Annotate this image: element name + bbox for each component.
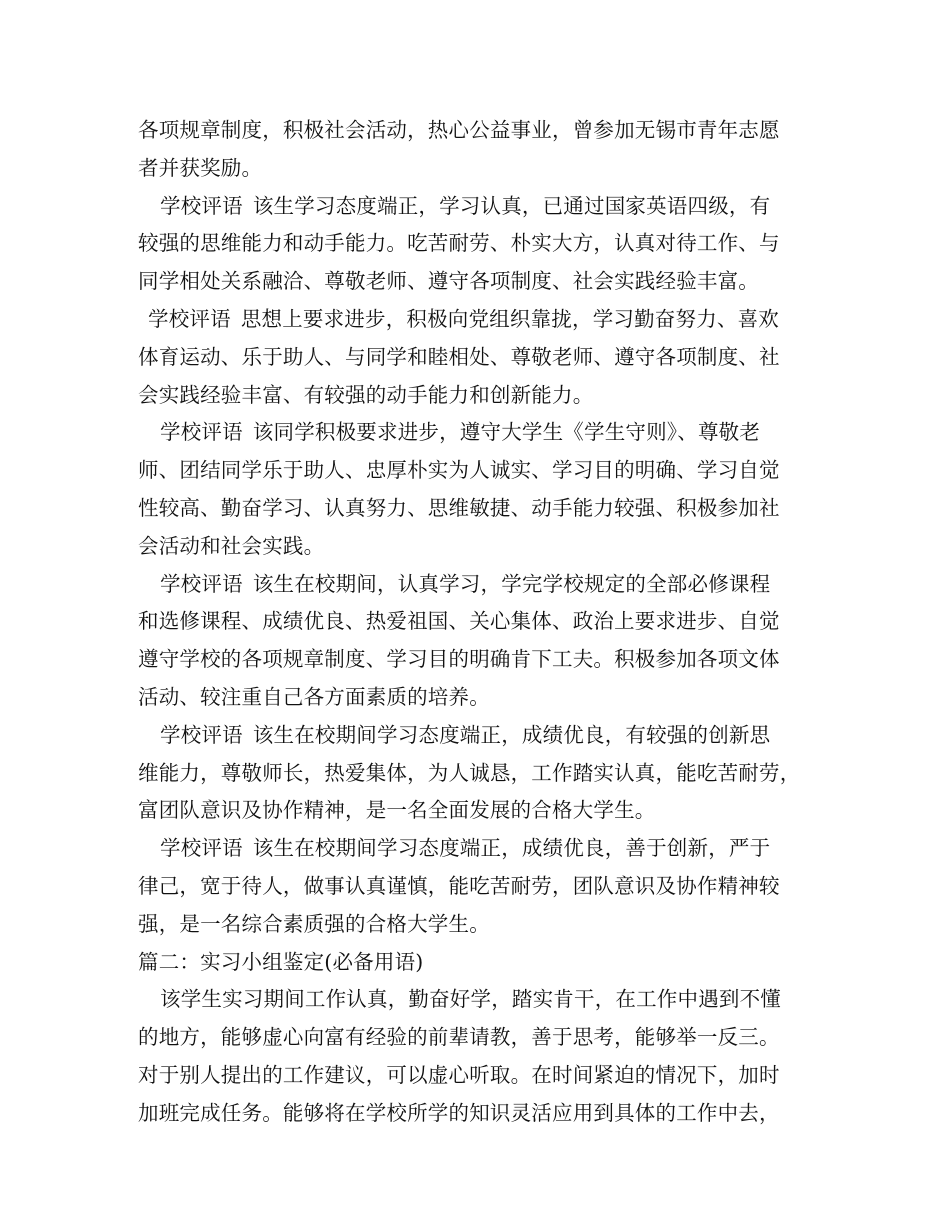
- text-line: [138, 981, 838, 1019]
- line-text: 会活动和社会实践。: [138, 533, 325, 558]
- section-heading: [138, 944, 838, 982]
- line-text: 者并获奖励。: [138, 155, 263, 180]
- text-line: [138, 150, 838, 188]
- evaluation-label: 学校评语: [148, 306, 231, 331]
- line-text: 加班完成任务。能够将在学校所学的知识灵活应用到具体的工作中去，: [138, 1100, 780, 1125]
- evaluation-label: 学校评语: [160, 193, 243, 218]
- line-text: 对于别人提出的工作建议，可以虚心听取。在时间紧迫的情况下，加时: [138, 1062, 780, 1087]
- line-text: 该同学积极要求进步，遵守大学生《学生守则》、尊敬老: [252, 420, 761, 445]
- evaluation-label: 学校评语: [160, 836, 243, 861]
- line-text: 体育运动、乐于助人、与同学和睦相处、尊敬老师、遵守各项制度、社: [138, 344, 780, 369]
- evaluation-line: [138, 717, 838, 755]
- line-text: 会实践经验丰富、有较强的动手能力和创新能力。: [138, 382, 594, 407]
- text-line: [138, 490, 838, 528]
- line-text: 富团队意识及协作精神，是一名全面发展的合格大学生。: [138, 798, 656, 823]
- text-line: [138, 906, 838, 944]
- evaluation-line: [138, 830, 838, 868]
- text-line: [138, 377, 838, 415]
- text-line: [138, 755, 838, 793]
- evaluation-line: [138, 188, 838, 226]
- text-line: [138, 792, 838, 830]
- evaluation-line: [138, 301, 838, 339]
- text-line: [138, 528, 838, 566]
- evaluation-line: [138, 566, 838, 604]
- section-heading-text: 篇二：实习小组鉴定(必备用语): [138, 949, 424, 974]
- line-text: 强，是一名综合素质强的合格大学生。: [138, 911, 490, 936]
- line-text: 该学生实习期间工作认真，勤奋好学，踏实肯干，在工作中遇到不懂: [160, 987, 781, 1012]
- line-text: 该生在校期间学习态度端正，成绩优良，善于创新，严于: [252, 836, 771, 861]
- line-text: 遵守学校的各项规章制度、学习目的明确肯下工夫。积极参加各项文体: [138, 647, 780, 672]
- document-body: [138, 112, 838, 1133]
- text-line: [138, 339, 838, 377]
- text-line: [138, 263, 838, 301]
- line-text: 同学相处关系融洽、尊敬老师、遵守各项制度、社会实践经验丰富。: [138, 269, 759, 294]
- text-line: [138, 112, 838, 150]
- text-line: [138, 452, 838, 490]
- line-text: 该生在校期间学习态度端正，成绩优良，有较强的创新思: [252, 722, 771, 747]
- line-text: 性较高、勤奋学习、认真努力、思维敏捷、动手能力较强、积极参加社: [138, 495, 780, 520]
- text-line: [138, 1057, 838, 1095]
- text-line: [138, 603, 838, 641]
- line-text: 该生在校期间，认真学习，学完学校规定的全部必修课程: [252, 571, 771, 596]
- line-text: 该生学习态度端正，学习认真，已通过国家英语四级，有: [252, 193, 771, 218]
- line-text: 各项规章制度，积极社会活动，热心公益事业，曾参加无锡市青年志愿: [138, 118, 780, 142]
- text-line: [138, 225, 838, 263]
- evaluation-line: [138, 414, 838, 452]
- line-text: 维能力，尊敬师长，热爱集体，为人诚恳，工作踏实认真，能吃苦耐劳，: [138, 760, 801, 785]
- line-text: 较强的思维能力和动手能力。吃苦耐劳、朴实大方，认真对待工作、与: [138, 231, 780, 256]
- line-text: 师、团结同学乐于助人、忠厚朴实为人诚实、学习目的明确、学习自觉: [138, 458, 780, 483]
- text-line: [138, 868, 838, 906]
- line-text: 活动、较注重自己各方面素质的培养。: [138, 684, 490, 709]
- line-text: 思想上要求进步，积极向党组织靠拢，学习勤奋努力、喜欢: [240, 306, 780, 331]
- evaluation-label: 学校评语: [160, 420, 243, 445]
- line-text: 和选修课程、成绩优良、热爱祖国、关心集体、政治上要求进步、自觉: [138, 609, 780, 634]
- text-line: [138, 679, 838, 717]
- line-text: 律己，宽于待人，做事认真谨慎，能吃苦耐劳，团队意识及协作精神较: [138, 873, 780, 898]
- line-text: 的地方，能够虚心向富有经验的前辈请教，善于思考，能够举一反三。: [138, 1025, 780, 1050]
- text-line: [138, 1019, 838, 1057]
- evaluation-label: 学校评语: [160, 571, 243, 596]
- text-line: [138, 1095, 838, 1133]
- evaluation-label: 学校评语: [160, 722, 243, 747]
- text-line: [138, 641, 838, 679]
